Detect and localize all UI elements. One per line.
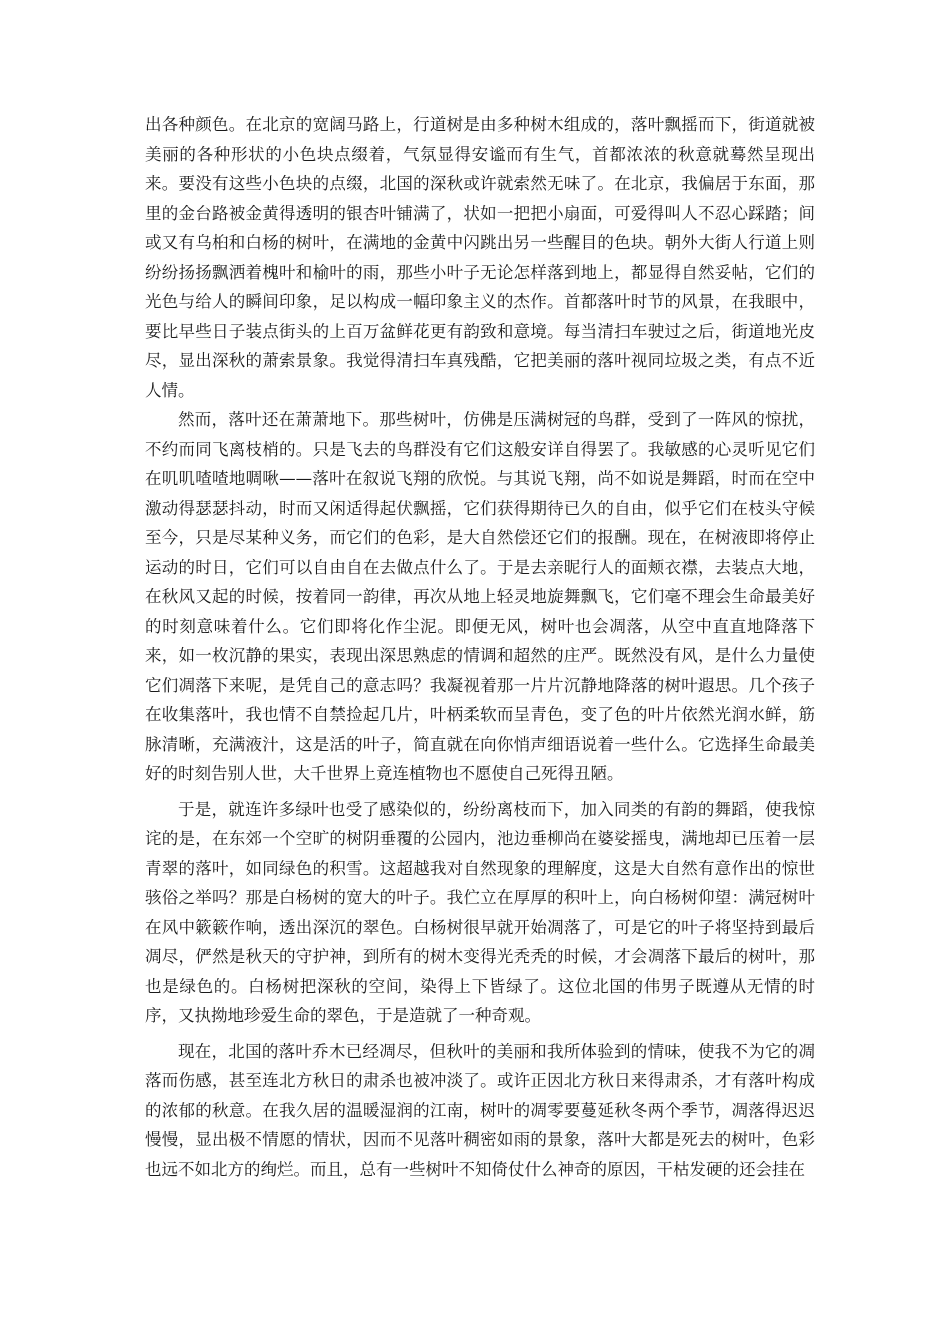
paragraph-2: 然而，落叶还在萧萧地下。那些树叶，仿佛是压满树冠的鸟群，受到了一阵风的惊扰，不约而同飞离枝梢的。只是飞去的鸟群没有它们这般安详自得罢了。我敏感的心灵听见它们在叽叽喳喳地啁啾——落叶在叙说飞翔的欣悦。与其说飞翔，尚不如说是舞蹈，时而在空中激动得瑟瑟抖动，时而又闲适得起伏飘摇，它们获得期待已久的自由，似乎它们在枝头守候至今，只是尽某种义务，而它们的色彩，是大自然偿还它们的报酬。现在，在树液即将停止运动的时日，它们可以自由自在去做点什么了。于是去亲昵行人的面颊衣襟，去装点大地，在秋风又起的时候，按着同一韵律，再次从地上轻灵地旋舞飘飞，它们毫不理会生命最美好的时刻意味着什么。它们即将化作尘泥。即便无风，树叶也会凋落，从空中直直地降落下来，如一枚沉静的果实，表现出深思熟虑的情调和超然的庄严。既然没有风，是什么力量使它们凋落下来呢，是凭自己的意志吗？我凝视着那一片片沉静地降落的树叶遐思。几个孩子在收集落叶，我也情不自禁捡起几片，叶柄柔软而呈青色，变了色的叶片依然光润水鲜，筋脉清晰，充满液汁，这是活的叶子，简直就在向你悄声细语说着一些什么。它选择生命最美好的时刻告别人世，大千世界上竟连植物也不愿使自己死得丑陋。	[145, 410, 815, 783]
document-body	[145, 110, 815, 1184]
paragraph-3: 于是，就连许多绿叶也受了感染似的，纷纷离枝而下，加入同类的有韵的舞蹈，使我惊诧的是，在东郊一个空旷的树阴垂覆的公园内，池边垂柳尚在婆娑摇曳，满地却已压着一层青翠的落叶，如同绿色的积雪。这超越我对自然现象的理解度，这是大自然有意作出的惊世骇俗之举吗？那是白杨树的宽大的叶子。我伫立在厚厚的积叶上，向白杨树仰望：满冠树叶在风中簌簌作响，透出深沉的翠色。白杨树很早就开始凋落了，可是它的叶子将坚持到最后凋尽，俨然是秋天的守护神，到所有的树木变得光秃秃的时候，才会凋落下最后的树叶，那也是绿色的。白杨树把深秋的空间，染得上下皆绿了。这位北国的伟男子既遵从无情的时序，又执拗地珍爱生命的翠色，于是造就了一种奇观。	[145, 799, 815, 1025]
paragraph-1: 出各种颜色。在北京的宽阔马路上，行道树是由多种树木组成的，落叶飘摇而下，街道就被美丽的各种形状的小色块点缀着，气氛显得安谧而有生气，首都浓浓的秋意就蓦然呈现出来。要没有这些小色块的点缀，北国的深秋或许就索然无味了。在北京，我偏居于东面，那里的金台路被金黄得透明的银杏叶铺满了，状如一把把小扇面，可爱得叫人不忍心踩踏；间或又有乌桕和白杨的树叶，在满地的金黄中闪跳出另一些醒目的色块。朝外大街人行道上则纷纷扬扬飘洒着槐叶和榆叶的雨，那些小叶子无论怎样落到地上，都显得自然妥帖，它们的光色与给人的瞬间印象，足以构成一幅印象主义的杰作。首都落叶时节的风景，在我眼中，要比早些日子装点街头的上百万盆鲜花更有韵致和意境。每当清扫车驶过之后，街道地光皮尽，显出深秋的萧索景象。我觉得清扫车真残酷，它把美丽的落叶视同垃圾之类，有点不近人情。	[145, 115, 815, 400]
paragraph-4: 现在，北国的落叶乔木已经凋尽，但秋叶的美丽和我所体验到的情味，使我不为它的凋落而伤感，甚至连北方秋日的肃杀也被冲淡了。或许正因北方秋日来得肃杀，才有落叶构成的浓郁的秋意。在我久居的温暖湿润的江南，树叶的凋零要蔓延秋冬两个季节，凋落得迟迟慢慢，显出极不情愿的情状，因而不见落叶稠密如雨的景象，落叶大都是死去的树叶，色彩也远不如北方的绚烂。而且，总有一些树叶不知倚仗什么神奇的原因，干枯发硬的还会挂在	[145, 1041, 815, 1179]
